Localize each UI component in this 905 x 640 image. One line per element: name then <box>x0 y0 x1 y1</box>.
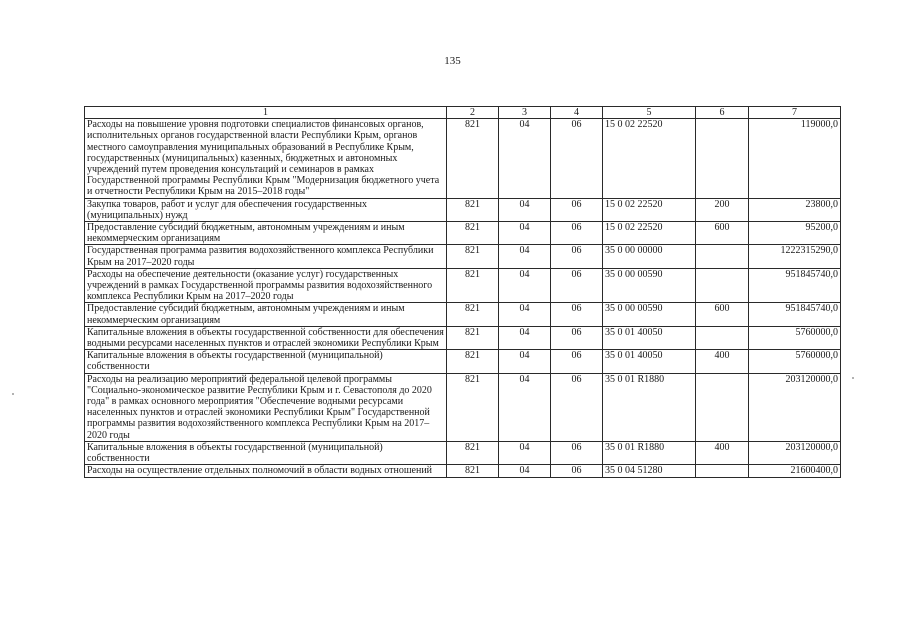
row-col4: 06 <box>551 198 603 221</box>
row-amount: 119000,0 <box>749 119 841 198</box>
row-col6: 600 <box>696 303 749 326</box>
row-amount: 203120000,0 <box>749 441 841 464</box>
row-col2: 821 <box>447 441 499 464</box>
row-code: 35 0 00 00000 <box>603 245 696 268</box>
table-row <box>85 119 841 198</box>
column-header: 4 <box>551 107 603 119</box>
row-description: Предоставление субсидий бюджетным, автономным учреждениям и иным некоммерческим организациям <box>85 303 447 326</box>
row-description: Расходы на осуществление отдельных полномочий в области водных отношений <box>85 465 447 477</box>
column-header: 3 <box>499 107 551 119</box>
row-amount: 23800,0 <box>749 198 841 221</box>
table-row <box>85 441 841 464</box>
row-col4: 06 <box>551 373 603 441</box>
row-col3: 04 <box>499 350 551 373</box>
row-code: 15 0 02 22520 <box>603 119 696 198</box>
row-col6: 400 <box>696 350 749 373</box>
row-amount: 5760000,0 <box>749 350 841 373</box>
row-col2: 821 <box>447 303 499 326</box>
row-col3: 04 <box>499 245 551 268</box>
row-col4: 06 <box>551 465 603 477</box>
table-row <box>85 222 841 245</box>
column-header: 5 <box>603 107 696 119</box>
row-col6 <box>696 245 749 268</box>
column-header: 7 <box>749 107 841 119</box>
row-col6 <box>696 119 749 198</box>
row-col4: 06 <box>551 350 603 373</box>
row-code: 35 0 01 R1880 <box>603 441 696 464</box>
row-col3: 04 <box>499 119 551 198</box>
row-amount: 951845740,0 <box>749 268 841 303</box>
table-row <box>85 373 841 441</box>
row-description: Расходы на повышение уровня подготовки специалистов финансовых органов, исполнительных органов государственной власти Республики Крым, органов местного самоуправления муниципальных образований в Республике Крым, государственных (муниципальных) казенных, бюджетных и автономных учреждений путем проведения консультаций и семинаров в рамках Государственной программы Республики Крым "Модернизация бюджетного учета и отчетности Республики Крым на 2015–2018 годы" <box>85 119 447 198</box>
row-col2: 821 <box>447 465 499 477</box>
row-col3: 04 <box>499 326 551 349</box>
row-amount: 21600400,0 <box>749 465 841 477</box>
scan-speck <box>852 377 854 379</box>
row-amount: 203120000,0 <box>749 373 841 441</box>
table-row <box>85 268 841 303</box>
row-col4: 06 <box>551 268 603 303</box>
row-col2: 821 <box>447 373 499 441</box>
row-col4: 06 <box>551 222 603 245</box>
row-col3: 04 <box>499 268 551 303</box>
row-description: Расходы на реализацию мероприятий федеральной целевой программы "Социально-экономическое развитие Республики Крым и г. Севастополя до 2020 года" в рамках основного мероприятия "Обеспечение водными ресурсами населенных пунктов и отраслей экономики Республики Крым" Государственной программы развития водохозяйственного комплекса Республики Крым на 2017–2020 годы <box>85 373 447 441</box>
row-col6: 400 <box>696 441 749 464</box>
row-col3: 04 <box>499 373 551 441</box>
table-row <box>85 465 841 477</box>
column-header: 1 <box>85 107 447 119</box>
table-row <box>85 198 841 221</box>
row-code: 35 0 00 00590 <box>603 303 696 326</box>
row-amount: 951845740,0 <box>749 303 841 326</box>
row-description: Предоставление субсидий бюджетным, автономным учреждениям и иным некоммерческим организациям <box>85 222 447 245</box>
row-description: Расходы на обеспечение деятельности (оказание услуг) государственных учреждений в рамках Государственной программы развития водохозяйственного комплекса Республики Крым на 2017–2020 годы <box>85 268 447 303</box>
row-col2: 821 <box>447 245 499 268</box>
row-col4: 06 <box>551 326 603 349</box>
table-row <box>85 350 841 373</box>
table-header-row <box>85 107 841 119</box>
row-amount: 1222315290,0 <box>749 245 841 268</box>
row-code: 35 0 01 R1880 <box>603 373 696 441</box>
row-amount: 95200,0 <box>749 222 841 245</box>
row-col2: 821 <box>447 326 499 349</box>
row-col6: 600 <box>696 222 749 245</box>
row-col6 <box>696 465 749 477</box>
row-col3: 04 <box>499 303 551 326</box>
row-col2: 821 <box>447 222 499 245</box>
column-header: 6 <box>696 107 749 119</box>
row-col3: 04 <box>499 441 551 464</box>
row-code: 15 0 02 22520 <box>603 222 696 245</box>
table-row <box>85 303 841 326</box>
table-row <box>85 245 841 268</box>
row-code: 15 0 02 22520 <box>603 198 696 221</box>
row-col4: 06 <box>551 119 603 198</box>
row-code: 35 0 00 00590 <box>603 268 696 303</box>
row-description: Капитальные вложения в объекты государственной (муниципальной) собственности <box>85 350 447 373</box>
row-col3: 04 <box>499 222 551 245</box>
row-col3: 04 <box>499 465 551 477</box>
row-col6: 200 <box>696 198 749 221</box>
row-code: 35 0 01 40050 <box>603 326 696 349</box>
page-number: 135 <box>444 55 461 67</box>
row-col6 <box>696 373 749 441</box>
row-col2: 821 <box>447 350 499 373</box>
row-description: Государственная программа развития водохозяйственного комплекса Республики Крым на 2017–2020 годы <box>85 245 447 268</box>
row-col4: 06 <box>551 245 603 268</box>
row-col2: 821 <box>447 198 499 221</box>
row-col6 <box>696 268 749 303</box>
row-col4: 06 <box>551 441 603 464</box>
row-col4: 06 <box>551 303 603 326</box>
row-col3: 04 <box>499 198 551 221</box>
row-code: 35 0 01 40050 <box>603 350 696 373</box>
row-description: Капитальные вложения в объекты государственной (муниципальной) собственности <box>85 441 447 464</box>
row-amount: 5760000,0 <box>749 326 841 349</box>
column-header: 2 <box>447 107 499 119</box>
row-col2: 821 <box>447 119 499 198</box>
scan-speck <box>12 393 14 395</box>
budget-table <box>84 106 841 478</box>
row-description: Капитальные вложения в объекты государственной собственности для обеспечения водными ресурсами населенных пунктов и отраслей экономики Республики Крым <box>85 326 447 349</box>
row-description: Закупка товаров, работ и услуг для обеспечения государственных (муниципальных) нужд <box>85 198 447 221</box>
table-row <box>85 326 841 349</box>
row-code: 35 0 04 51280 <box>603 465 696 477</box>
row-col2: 821 <box>447 268 499 303</box>
row-col6 <box>696 326 749 349</box>
